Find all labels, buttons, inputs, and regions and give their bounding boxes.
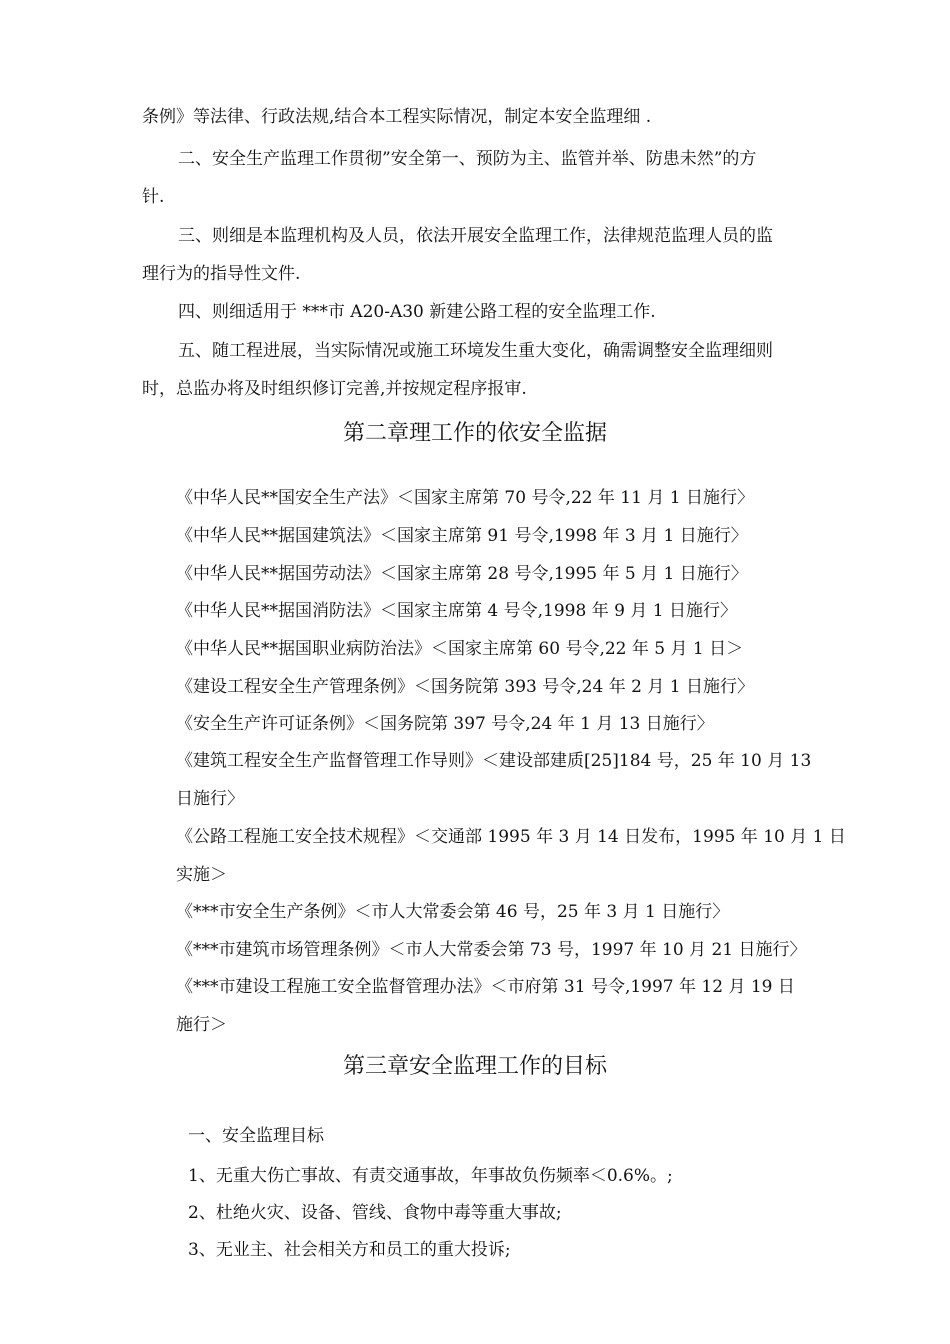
paragraph-line: 理行为的指导性文件.: [142, 264, 301, 284]
goal-item: 1、无重大伤亡事故、有责交通事故，年事故负伤频率＜0.6%。;: [188, 1166, 673, 1186]
reference-line: 《***市安全生产条例》＜市人大常委会第 46 号，25 年 3 月 1 日施行〉: [176, 902, 730, 922]
paragraph-line: 四、则细适用于 ***市 A20-A30 新建公路工程的安全监理工作.: [178, 302, 656, 322]
paragraph-line: 条例》等法律、行政法规,结合本工程实际情况，制定本安全监理细 .: [142, 107, 652, 127]
chapter-heading: 第三章安全监理工作的目标: [342, 1054, 607, 1079]
reference-line: 实施＞: [176, 865, 227, 885]
section-heading: 一、安全监理目标: [188, 1126, 324, 1146]
paragraph-line: 三、则细是本监理机构及人员，依法开展安全监理工作，法律规范监理人员的监: [178, 226, 773, 246]
paragraph-line: 针.: [142, 187, 165, 207]
paragraph-line: 二、安全生产监理工作贯彻”安全第一、预防为主、监管并举、防患未然”的方: [178, 149, 757, 169]
reference-line: 《公路工程施工安全技术规程》＜交通部 1995 年 3 月 14 日发布，1995 年 10 月 1 日: [176, 827, 846, 847]
reference-line: 《建设工程安全生产管理条例》＜国务院第 393 号令,24 年 2 月 1 日施行〉: [176, 677, 754, 697]
reference-line: 施行＞: [176, 1015, 227, 1035]
reference-line: 日施行〉: [176, 789, 244, 809]
reference-line: 《***市建筑市场管理条例》＜市人大常委会第 73 号，1997 年 10 月 21 日施行〉: [176, 940, 807, 960]
chapter-heading: 第二章理工作的依安全监据: [342, 421, 607, 446]
reference-line: 《中华人民**国安全生产法》＜国家主席第 70 号令,22 年 11 月 1 日施行〉: [176, 488, 754, 508]
paragraph-line: 五、随工程进展，当实际情况或施工环境发生重大变化，确需调整安全监理细则: [178, 341, 773, 361]
reference-line: 《中华人民**据国劳动法》＜国家主席第 28 号令,1995 年 5 月 1 日施行〉: [176, 564, 748, 584]
reference-line: 《***市建设工程施工安全监督管理办法》＜市府第 31 号令,1997 年 12 月 19 日: [176, 977, 795, 997]
goal-item: 3、无业主、社会相关方和员工的重大投诉;: [188, 1240, 511, 1260]
reference-line: 《安全生产许可证条例》＜国务院第 397 号令,24 年 1 月 13 日施行〉: [176, 714, 714, 734]
reference-line: 《中华人民**据国建筑法》＜国家主席第 91 号令,1998 年 3 月 1 日施行〉: [176, 526, 748, 546]
goal-item: 2、杜绝火灾、设备、管线、食物中毒等重大事故;: [188, 1203, 562, 1223]
reference-line: 《建筑工程安全生产监督管理工作导则》＜建设部建质[25]184 号，25 年 10 月 13: [176, 751, 812, 771]
reference-line: 《中华人民**据国消防法》＜国家主席第 4 号令,1998 年 9 月 1 日施行〉: [176, 601, 737, 621]
paragraph-line: 时，总监办将及时组织修订完善,并按规定程序报审.: [142, 379, 527, 399]
reference-line: 《中华人民**据国职业病防治法》＜国家主席第 60 号令,22 年 5 月 1 日＞: [176, 639, 744, 659]
